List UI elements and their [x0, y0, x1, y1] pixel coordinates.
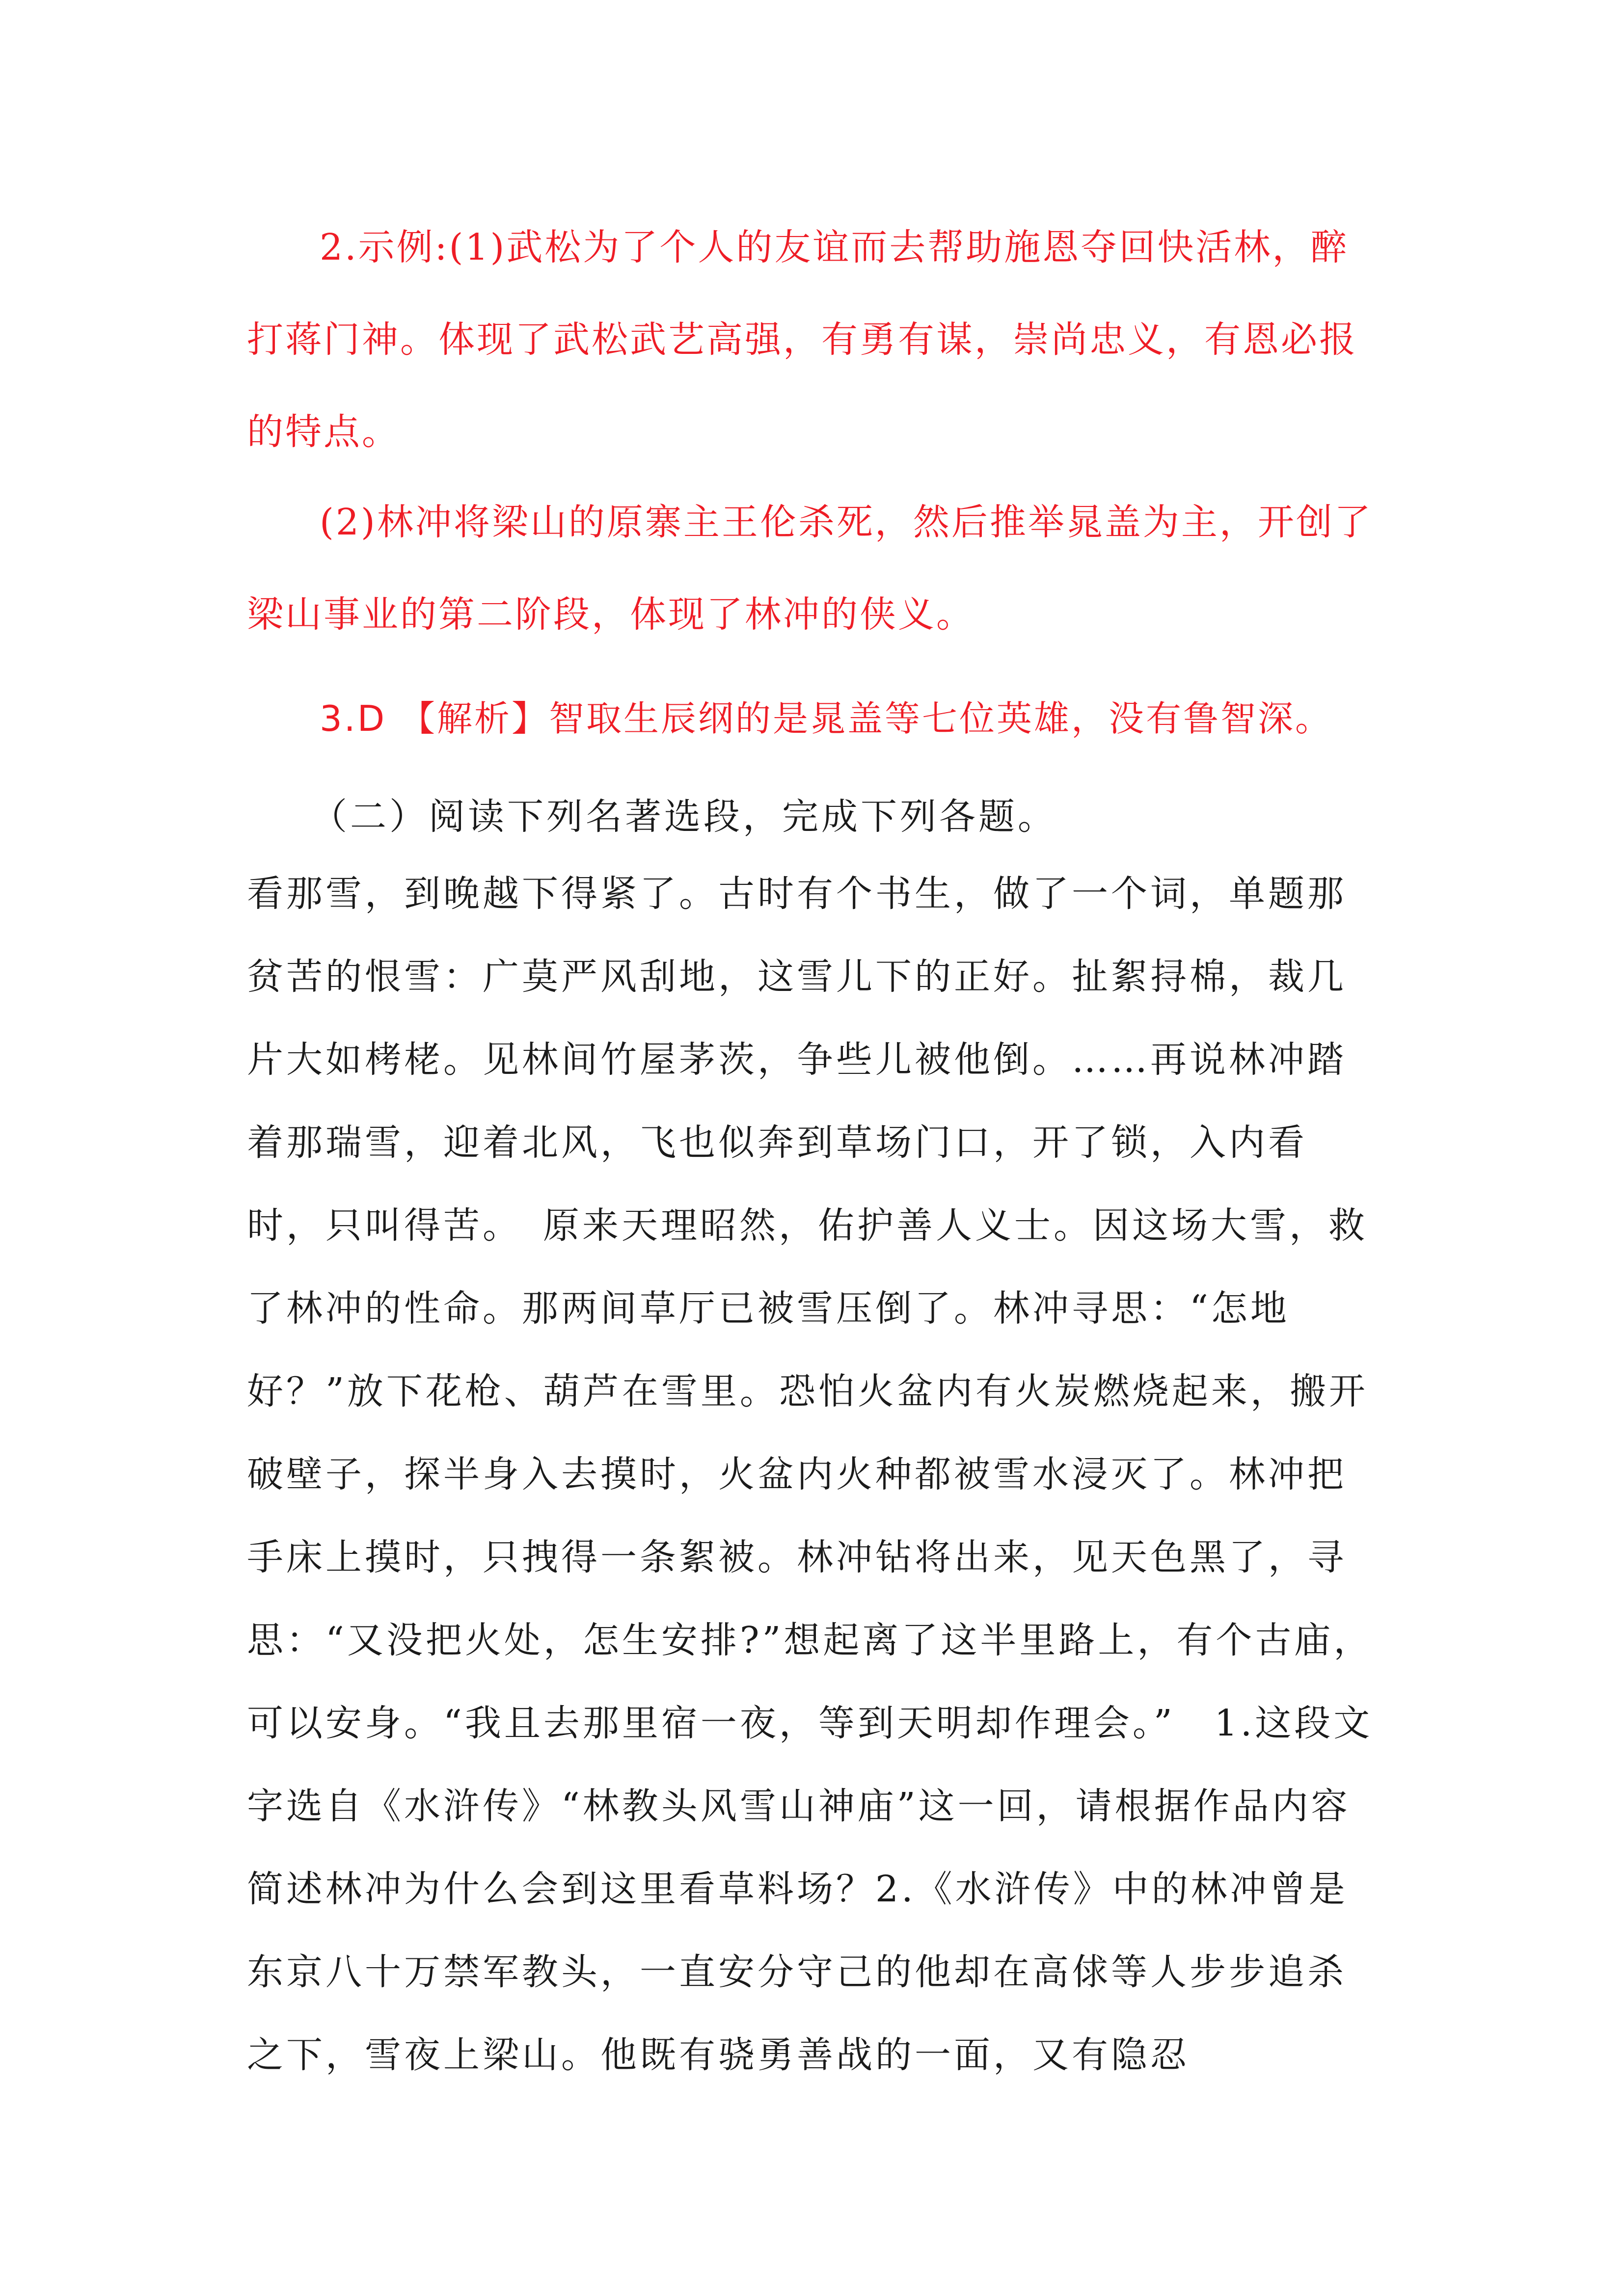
answer-2-example-1: 2.示例:(1)武松为了个人的友谊而去帮助施恩夺回快活林，醉打蒋门神。体现了武松武艺高强，有勇有谋，崇尚忠义，有恩必报的特点。 [247, 226, 1357, 453]
answer-2-example-2: (2)林冲将梁山的原寨主王伦杀死，然后推举晁盖为主，开创了梁山事业的第二阶段，体现了林冲的侠义。 [247, 501, 1373, 636]
reading-passage: 看那雪，到晚越下得紧了。古时有个书生，做了一个词，单题那贫苦的恨雪：广莫严风刮地，这雪儿下的正好。扯絮挦棉，裁几片大如栲栳。见林间竹屋茅茨，争些儿被他倒。……再说林冲踏着那瑞雪，迎着北风，飞也似奔到草场门口，开了锁，入内看时，只叫得苦。 原来天理昭然，佑护善人义士。因这场大雪，救了林冲的性命。那两间草厅已被雪压倒了。林冲寻思：“怎地好？”放下花枪、葫芦在雪里。恐怕火盆内有火炭燃烧起来，搬开破壁子，探半身入去摸时，火盆内火种都被雪水浸灭了。林冲把手床上摸时，只拽得一条絮被。林冲钻将出来，见天色黑了，寻思：“又没把火处，怎生安排?”想起离了这半里路上，有个古庙，可以安身。“我且去那里宿一夜，等到天明却作理会。” 1.这段文字选自《水浒传》“林教头风雪山神庙”这一回，请根据作品内容简述林冲为什么会到这里看草料场？2.《水浒传》中的林冲曾是东京八十万禁军教头，一直安分守己的他却在高俅等人步步追杀之下，雪夜上梁山。他既有骁勇善战的一面，又有隐忍 [247, 873, 1373, 2076]
answer-3-analysis: 3.D 【解析】智取生辰纲的是晁盖等七位英雄，没有鲁智深。 [320, 698, 1333, 739]
section-2-heading: （二）阅读下列名著选段，完成下列各题。 [311, 796, 1057, 838]
